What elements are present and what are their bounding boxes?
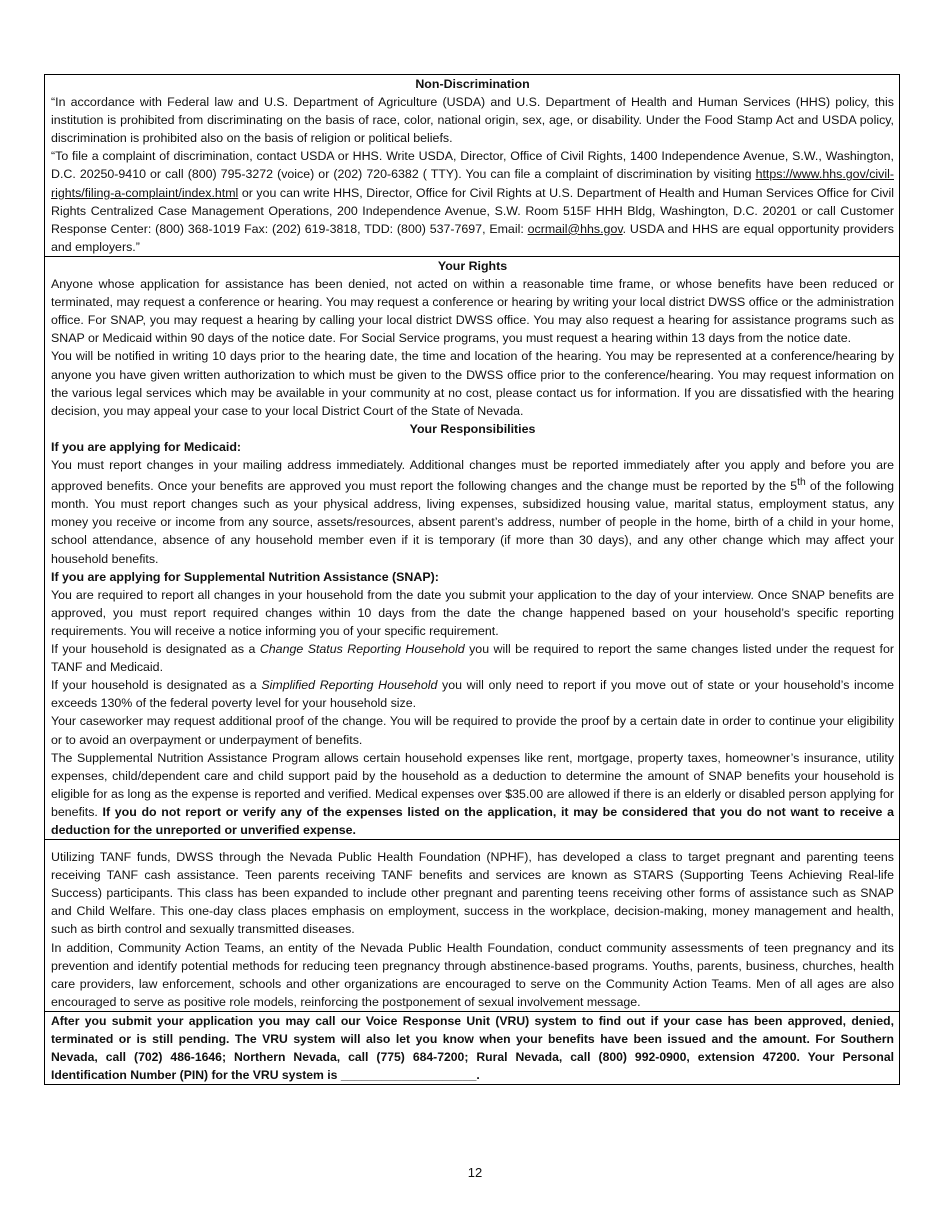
vru-section [45, 1011, 900, 1084]
medicaid-heading: If you are applying for Medicaid: [51, 439, 242, 454]
your-rights-title: Your Rights [437, 258, 508, 273]
snap-paragraph-3 [51, 676, 894, 712]
email-link[interactable]: ocrmail@hhs.gov [527, 221, 623, 236]
vru-row [45, 1011, 900, 1084]
snap-p5-text-a: The Supplemental Nutrition Assistance Program allows certain household expenses like rent, mortgage, property taxes, homeowner’s insurance, utility expenses, child/dependent care and child support paid by the household as a deduction to determine the amount of SNAP benefits your household is eligible for as long as the expense is reported and verified. Medical expenses over $35.00 are allowed if there is an elderly or disabled person applying for benefits. [51, 750, 894, 819]
tanf-paragraph-1: Utilizing TANF funds, DWSS through the Nevada Public Health Foundation (NPHF), has developed a class to target pregnant and parenting teens receiving TANF cash assistance. Teen parents receiving TANF benefits and services are known as STARS (Supporting Teens Achieving Real-life Success) participants. This class has been expanded to include other pregnant and parenting teens receiving other forms of assistance such as SNAP and Child Welfare. This one-day class places emphasis on employment, success in the workplace, decision-making, money management and health, such as birth control and sexually transmitted diseases. [51, 850, 894, 937]
snap-p5-bold-text: If you do not report or verify any of the expenses listed on the application, it may be considered that you do not want to receive a deduction for the unreported or unverified expense. [51, 804, 894, 837]
medicaid-text-b: of the following month. You must report changes such as your physical address, living expenses, subsidized housing value, marital status, employment status, any money you receive or income from any source, assets/resources, absent parent’s address, number of people in the home, birth of a child in your home, school attendance, absence of any household member even if it is temporary (if more than 30 days), and any other change which may affect your household benefits. [51, 479, 894, 566]
rights-responsibilities-row [45, 256, 900, 839]
complaint-text-b: or you can write HHS, Director, Office for Civil Rights at U.S. Department of Health and Human Services Office for Civil Rights Centralized Case Management Operations, 200 Independence Avenue, S.W. Room 515F HHH Bldg, Washington, D.C. 20201 or call Customer Response Center: (800) 368-1019 Fax: (202) 619-3818, TDD: (800) 537-7697, Email: [51, 185, 894, 236]
snap-paragraph-1: You are required to report all changes in your household from the date you submit your application to the day of your interview. Once SNAP benefits are approved, you must report required changes within 10 days from the date the change happened based on your household’s specific reporting requirements. You will receive a notice informing you of your specific requirement. [51, 587, 894, 638]
medicaid-paragraph [51, 456, 894, 568]
page-number: 12 [467, 1165, 483, 1180]
snap-p3-text-b: you will only need to report if you move out of state or your household’s income exceeds 130% of the federal poverty level for your household size. [51, 678, 894, 711]
snap-paragraph-2 [51, 640, 894, 676]
tanf-row [45, 840, 900, 1012]
your-rights-paragraph-1: Anyone whose application for assistance has been denied, not acted on within a reasonable time frame, or whose benefits have been reduced or terminated, may request a conference or hearing. You may request a conference or hearing by writing your local district DWSS office or the administration office. For SNAP, you may request a hearing by calling your local district DWSS office. You may also request a hearing for assistance programs such as SNAP or Medicaid within 90 days of the notice date. For Social Service programs, you must request a hearing within 13 days from the notice date. [51, 277, 894, 346]
snap-p2-text-b: you will be required to report the same changes listed under the request for TANF and Medicaid. [51, 642, 895, 675]
vru-text: After you submit your application you may call our Voice Response Unit (VRU) system to find out if your case has been approved, denied, terminated or is still pending. The VRU system will also let you know when your benefits have been issued and the amount. For Southern Nevada, call (702) 486-1646; Northern Nevada, call (775) 684-7200; Rural Nevada, call (800) 992-0900, extension 47200. Your Personal Identification Number (PIN) for the VRU system is ____________________. [51, 1013, 894, 1083]
tanf-section [45, 840, 900, 1012]
rights-responsibilities-section [45, 256, 900, 839]
snap-heading: If you are applying for Supplemental Nutrition Assistance (SNAP): [51, 569, 439, 584]
notice-table [44, 74, 900, 1085]
complaint-text-a: “To file a complaint of discrimination, contact USDA or HHS. Write USDA, Director, Office of Civil Rights, 1400 Independence Avenue, S.W., Washington, D.C. 20250-9410 or call (800) 795-3272 (voice) or (202) 720-6382 ( TTY). You can file a complaint of discrimination by visiting [51, 149, 894, 182]
simplified-reporting-term: Simplified Reporting Household [261, 678, 438, 693]
snap-p3-text-a: If your household is designated as a [51, 678, 262, 693]
non-discrimination-title: Non-Discrimination [415, 77, 530, 91]
non-discrimination-paragraph-1: “In accordance with Federal law and U.S. Department of Agriculture (USDA) and U.S. Department of Health and Human Services (HHS) policy, this institution is prohibited from discriminating on the basis of race, color, national origin, sex, age, or disability. Under the Food Stamp Act and USDA policy, discrimination is prohibited also on the basis of religion or political beliefs. [51, 95, 894, 146]
medicaid-superscript: th [797, 477, 806, 489]
snap-p2-text-a: If your household is designated as a [51, 642, 260, 657]
non-discrimination-section [45, 75, 900, 257]
your-rights-paragraph-2: You will be notified in writing 10 days prior to the hearing date, the time and location of the hearing. You may be represented at a conference/hearing by anyone you have given written authorization to which must be given to the DWSS office prior to the conference/hearing. You may request information on the various legal services which may be available in your community at no cost, please contact us for information. If you are dissatisfied with the hearing decision, you may appeal your case to your local District Court of the State of Nevada. [51, 349, 894, 418]
medicaid-text-a: You must report changes in your mailing address immediately. Additional changes must be reported immediately after you apply and before you are approved benefits. Once your benefits are approved you must report the following changes and the change must be reported by the 5 [51, 457, 894, 494]
tanf-paragraph-2: In addition, Community Action Teams, an entity of the Nevada Public Health Foundation, conduct community assessments of teen pregnancy and its prevention and identify potential methods for reducing teen pregnancy through abstinence-based programs. Youths, parents, business, churches, health care providers, law enforcement, schools and other organizations are encouraged to serve on the Community Action Teams. Men of all ages are also encouraged to serve as positive role models, reinforcing the postponement of sexual involvement message. [51, 940, 894, 1009]
your-responsibilities-title: Your Responsibilities [409, 421, 536, 436]
snap-paragraph-4: Your caseworker may request additional proof of the change. You will be required to provide the proof by a certain date in order to continue your eligibility or to avoid an overpayment or underpayment of benefits. [51, 714, 894, 747]
snap-paragraph-5 [51, 749, 894, 839]
complaint-link[interactable]: https://www.hhs.gov/civil-rights/filing-a-complaint/index.html [51, 167, 894, 200]
change-status-term: Change Status Reporting Household [259, 642, 465, 657]
non-discrimination-paragraph-2 [51, 147, 894, 256]
complaint-text-c: . USDA and HHS are equal opportunity providers and employers.” [51, 221, 895, 254]
non-discrimination-row [45, 75, 900, 257]
